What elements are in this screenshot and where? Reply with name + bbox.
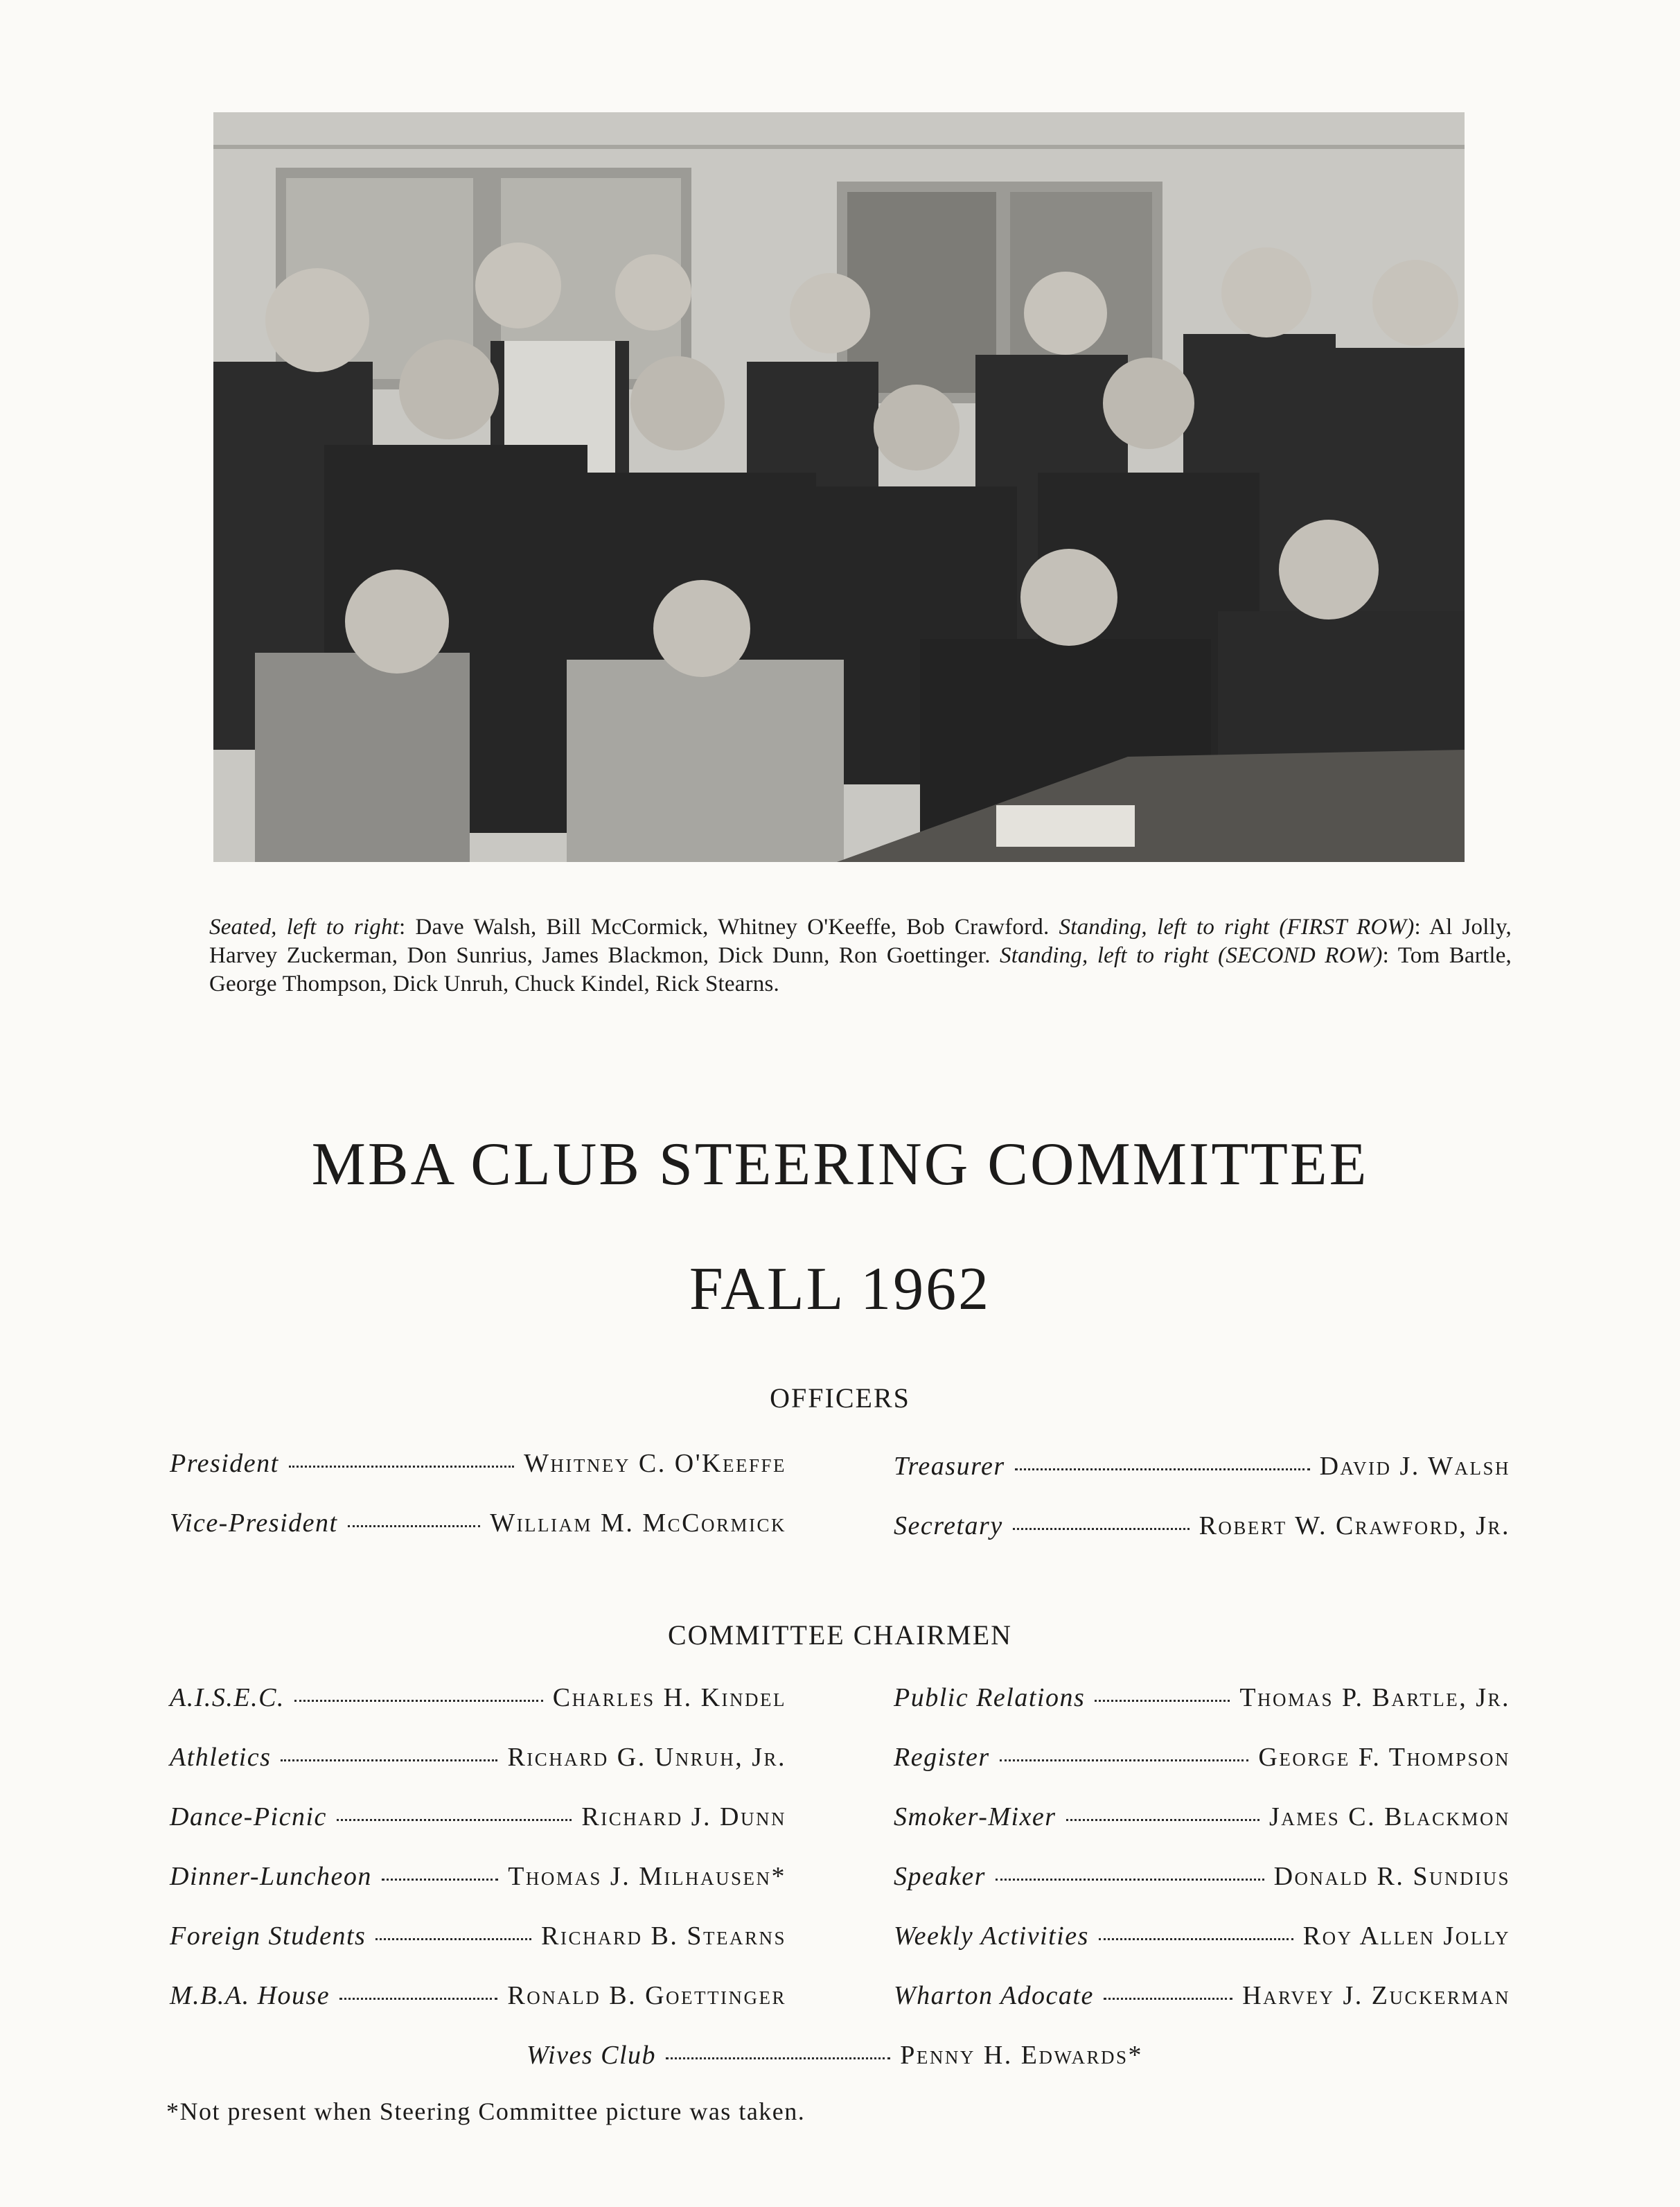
chair-name: Harvey J. Zuckerman <box>1242 1981 1510 2010</box>
officer-name: Whitney C. O'Keeffe <box>524 1449 786 1478</box>
chair-name: Richard J. Dunn <box>581 1802 786 1831</box>
leader-dots <box>1015 1468 1310 1470</box>
caption-second-row-label: Standing, left to right (SECOND ROW) <box>1000 943 1383 968</box>
chair-name: George F. Thompson <box>1258 1743 1510 1772</box>
chair-role: Wharton Adocate <box>894 1981 1094 2010</box>
caption-seated-label: Seated, left to right <box>209 915 400 940</box>
chair-name: James C. Blackmon <box>1269 1802 1510 1831</box>
chair-name: Penny H. Edwards* <box>900 2041 1143 2070</box>
leader-dots <box>348 1525 481 1527</box>
chair-name: Thomas J. Milhausen* <box>508 1862 786 1891</box>
chair-row <box>894 1980 1510 2014</box>
leader-dots <box>1066 1819 1259 1821</box>
officer-role: President <box>170 1449 279 1478</box>
caption-first-row-label: Standing, left to right (FIRST ROW) <box>1059 915 1415 940</box>
chair-name: Richard G. Unruh, Jr. <box>507 1743 786 1772</box>
chair-row <box>170 1802 786 1835</box>
group-photo <box>213 112 1465 862</box>
caption-second-row-names: : Tom Bartle, George Thompson, Dick Unruh, Chuck Kindel, Rick Stearns. <box>209 943 1512 996</box>
officer-role: Treasurer <box>894 1452 1005 1481</box>
leader-dots <box>1099 1938 1293 1940</box>
chair-name: Charles H. Kindel <box>552 1683 786 1712</box>
chair-row <box>170 1682 786 1716</box>
officer-name: David J. Walsh <box>1319 1452 1510 1481</box>
officer-row <box>170 1508 786 1541</box>
officer-role: Secretary <box>894 1511 1003 1540</box>
committee-heading: COMMITTEE CHAIRMEN <box>667 1619 1013 1651</box>
chair-row <box>894 1682 1510 1716</box>
leader-dots <box>1013 1528 1190 1530</box>
leader-dots <box>337 1819 572 1821</box>
leader-dots <box>1104 1998 1232 2000</box>
caption-seated-names: : Dave Walsh, Bill McCormick, Whitney O'Keeffe, Bob Crawford. <box>399 915 1050 940</box>
chair-name: Ronald B. Goettinger <box>507 1981 786 2010</box>
chair-role: Weekly Activities <box>894 1922 1089 1951</box>
chair-role: M.B.A. House <box>170 1981 330 2010</box>
page-title: MBA CLUB STEERING COMMITTEE <box>311 1131 1369 1198</box>
leader-dots <box>1000 1759 1249 1761</box>
leader-dots <box>339 1998 497 2000</box>
leader-dots <box>996 1879 1264 1881</box>
page-subtitle: FALL 1962 <box>689 1256 991 1323</box>
officer-row <box>170 1448 786 1481</box>
chair-role: A.I.S.E.C. <box>170 1683 285 1712</box>
chair-row <box>170 1861 786 1894</box>
leader-dots <box>289 1466 514 1468</box>
chair-row <box>170 1921 786 1954</box>
chair-row <box>894 1921 1510 1954</box>
officer-name: Robert W. Crawford, Jr. <box>1199 1511 1510 1540</box>
chair-name: Roy Allen Jolly <box>1302 1922 1510 1951</box>
chair-role: Public Relations <box>894 1683 1086 1712</box>
chair-name: Thomas P. Bartle, Jr. <box>1239 1683 1510 1712</box>
leader-dots <box>382 1879 498 1881</box>
chair-role: Dinner-Luncheon <box>170 1862 372 1891</box>
chair-name: Donald R. Sundius <box>1273 1862 1510 1891</box>
chair-name: Richard B. Stearns <box>541 1922 786 1951</box>
chair-role: Wives Club <box>527 2041 657 2070</box>
leader-dots <box>666 2057 890 2059</box>
officer-row <box>894 1451 1510 1484</box>
chair-row <box>894 1861 1510 1894</box>
officer-row <box>894 1511 1510 1544</box>
photo-caption <box>209 913 1512 999</box>
photo-illustration <box>213 112 1465 862</box>
leader-dots <box>375 1938 531 1940</box>
officer-role: Vice-President <box>170 1509 338 1538</box>
chair-row <box>170 1980 786 2014</box>
officer-name: William M. McCormick <box>490 1509 786 1538</box>
chair-row <box>894 1742 1510 1775</box>
chair-row-center <box>527 2040 1143 2073</box>
chair-role: Athletics <box>170 1743 272 1772</box>
leader-dots <box>1095 1700 1230 1702</box>
chair-row <box>894 1802 1510 1835</box>
officers-heading: OFFICERS <box>770 1382 910 1414</box>
caption-first-row-names: : Al Jolly, Harvey Zuckerman, Don Sunrius, James Blackmon, Dick Dunn, Ron Goettinger. <box>209 915 1512 968</box>
leader-dots <box>281 1759 497 1761</box>
chair-row <box>170 1742 786 1775</box>
leader-dots <box>294 1700 543 1702</box>
footnote: *Not present when Steering Committee picture was taken. <box>166 2098 806 2125</box>
chair-role: Smoker-Mixer <box>894 1802 1056 1831</box>
chair-role: Dance-Picnic <box>170 1802 327 1831</box>
chair-role: Speaker <box>894 1862 986 1891</box>
chair-role: Foreign Students <box>170 1922 366 1951</box>
chair-role: Register <box>894 1743 990 1772</box>
